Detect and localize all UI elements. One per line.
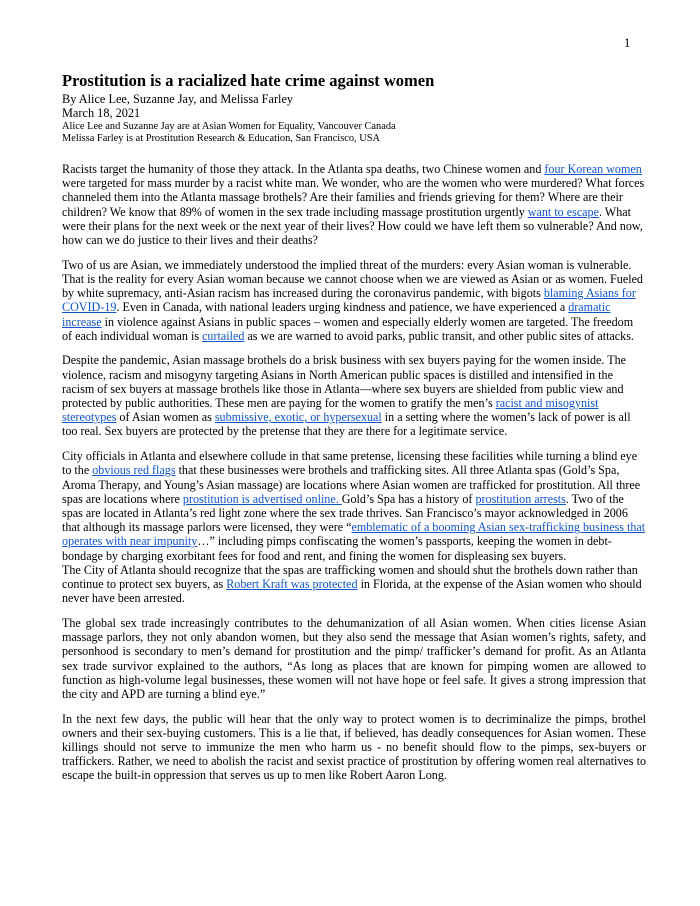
text-link[interactable]: racist and misogynist stereotypes [62,396,599,425]
text-run: . What were their plans for the next week or the next year of their lives? How could we have left them so vulnerable? And now, how can we do justice to their lives and their deaths? [62,204,643,248]
text-run: in a setting where the women’s lack of power is all too real. Sex buyers are protected by the pretense that they are there for a legitimate service. [62,410,631,439]
text-link[interactable]: curtailed [202,328,245,343]
text-run: Two of us are Asian, we immediately understood the implied threat of the murders: every Asian woman is vulnerable. That is the reality for every Asian woman because we cannot choose when we are viewed as Asian or as women. Fueled by white supremacy, anti-Asian racism has increased during the coronavirus pandemic, with bigots [62,257,643,301]
text-run: City officials in Atlanta and elsewhere collude in that same pretense, licensing these facilities while turning a blind eye to the [62,449,638,478]
text-run: were targeted for mass murder by a racist white man. We wonder, who are the women who were murdered? What forces channeled them into the Atlanta massage brothels? Are their families and friends grieving for them? Where are their children? We know that 89% of women in the sex trade including massage prostitution urgently [62,176,645,219]
text-link[interactable]: dramatic increase [62,300,611,329]
text-link[interactable]: obvious red flags [92,463,176,478]
paragraph [62,616,646,701]
text-link[interactable]: blaming Asians for COVID-19 [62,286,636,315]
document-title: Prostitution is a racialized hate crime against women [62,71,435,90]
text-run: Gold’s Spa has a history of [341,491,476,506]
text-run: Despite the pandemic, Asian massage brothels do a brisk business with sex buyers paying for the women inside. The violence, racism and misogyny targeting Asians in North American public spaces is distilled and intensified in the racism of sex buyers at massage brothels like those in Atlanta—where sex buyers are shielded from public view and protected by public authorities. These men are paying for the women to gratify the men’s [62,353,627,411]
text-run: . Even in Canada, with national leaders urging kindness and patience, we have experienced a [116,300,569,315]
text-run: Racists target the humanity of those they attack. In the Atlanta spa deaths, two Chinese women and [62,162,545,176]
paragraph [62,712,646,783]
byline: By Alice Lee, Suzanne Jay, and Melissa Farley [62,92,294,106]
text-link[interactable]: submissive, exotic, or hypersexual [214,410,382,425]
text-run: of Asian women as [116,410,215,425]
document-content [62,71,646,793]
text-link[interactable]: want to escape [527,204,599,219]
text-link[interactable]: prostitution is advertised online. [182,491,342,506]
text-run: in Florida, at the expense of the Asian women who should never have been arrested. [62,576,642,606]
text-run: The City of Atlanta should recognize that the spas are trafficking women and should shut the brothels down rather than continue to protect sex buyers, as [62,562,638,591]
text-run: In the next few days, the public will hear that the only way to protect women is to decriminalize the pimps, brothel owners and their sex-buying customers. This is a lie that, if believed, has deadly consequences for Asian women. These killings should not serve to immunize the men who harm us - no benefit should flow to the pimps, sex-buyers or traffickers. Rather, we need to abolish the racist and sexist practice of prostitution by offering women real alternatives to escape the built-in oppression that serves us up to men like Robert Aaron Long. [62,711,646,783]
text-run: . Two of the spas are located in Atlanta’s red light zone where the sex trade thrives. San Francisco’s mayor acknowledged in 2006 that although its massage parlors were licensed, they were “ [62,491,628,535]
text-run: as we are warned to avoid parks, public transit, and other public sites of attacks. [244,328,634,343]
text-run: …” including pimps confiscating the women’s passports, keeping the women in debt-bondage by charging exorbitant fees for food and rent, and fining the women for displeasing sex buyers. [62,534,612,563]
body-paragraphs [62,162,646,783]
page-number: 1 [624,36,631,50]
text-link[interactable]: emblematic of a booming Asian sex-trafficking business that operates with near impunity [62,520,646,549]
affiliation-line-2: Melissa Farley is at Prostitution Research & Education, San Francisco, USA [62,133,381,145]
text-run: The global sex trade increasingly contributes to the dehumanization of all Asian women. When cities license Asian massage parlors, they not only abandon women, but they also send the message that Asian women’s rights, safety, and personhood is secondary to men’s demand for prostitution and the pimp/ trafficker’s demand for profit. As an Atlanta sex trade survivor explained to the authors, “As long as places that are known for pimping women are allowed to function as high-volume legal businesses, these women will not have hope or feel safe. It gives a strong impression that the city and APD are turning a blind eye.” [62,615,646,701]
paragraph [62,449,646,563]
paragraph [62,563,646,606]
text-run: that these businesses were brothels and trafficking sites. All three Atlanta spas (Gold’s Spa, Aroma Therapy, and Young’s Asian massage) are locations where Asian women are trafficked for prostitution. All three spas are locations where [62,463,641,506]
affiliation-line-1: Alice Lee and Suzanne Jay are at Asian Women for Equality, Vancouver Canada [62,120,396,132]
text-link[interactable]: prostitution arrests [475,491,566,506]
paragraph [62,353,646,438]
paragraph [62,258,646,343]
date-line: March 18, 2021 [62,106,141,121]
text-link[interactable]: four Korean women [544,162,642,176]
text-run: in violence against Asians in public spaces – women and especially elderly women are targeted. The freedom of each individual woman is [62,314,634,343]
text-link[interactable]: Robert Kraft was protected [226,576,358,591]
paragraph [62,162,646,247]
